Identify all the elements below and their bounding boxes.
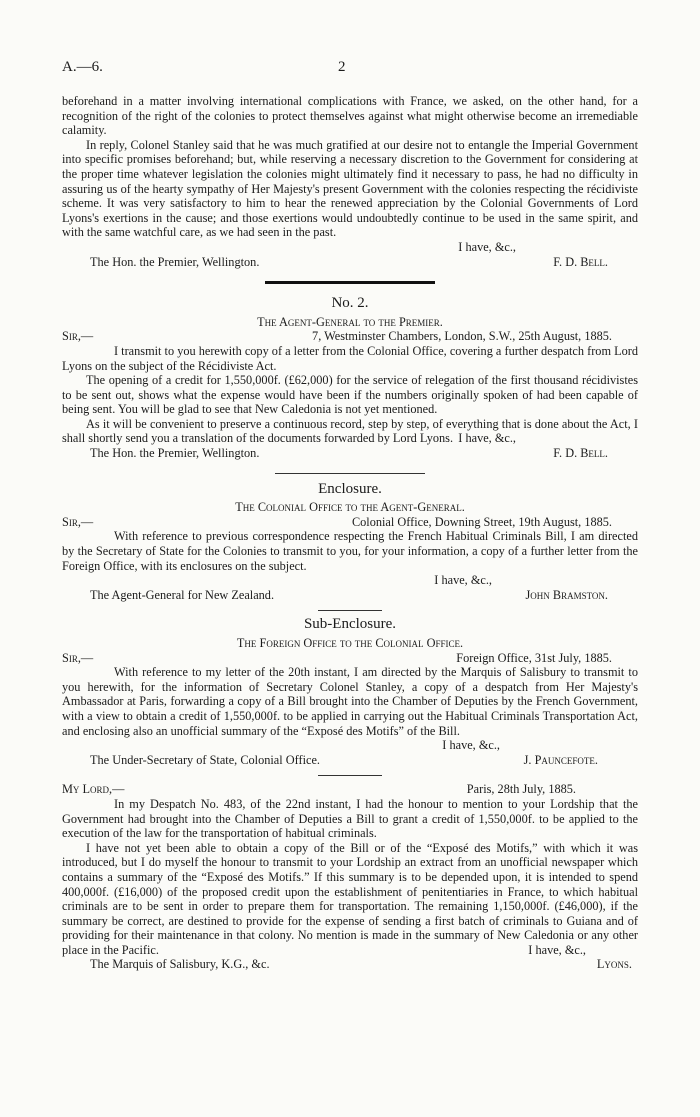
lyons-salutation: My Lord,— [62, 782, 125, 797]
intro-paragraph-2: In reply, Colonel Stanley said that he was much gratified at our desire not to entangle the Imperial Government into specific promises beforehand; but, while reserving a necessary discretion to the Government for considering at the proper time whatever legislation the colonies might ultimately find it necessary to pass, he had no difficulty in assuring us of the hearty sympathy of Her Majesty's present Government with the colonies respecting the récidiviste scheme. It was very satisfactory to him to hear the renewed appreciation by the Colonial Governments of Lord Lyons's exertions in the cause; and those exertions would undoubtedly continue to be used in the same spirit, and with the same watchful care, as we had seen in the past. [62, 137, 638, 240]
enclosure-closing: I have, &c., [434, 573, 492, 588]
intro-sign-row [62, 255, 638, 270]
enclosure-address-date: Colonial Office, Downing Street, 19th August, 1885. [351, 514, 612, 529]
enclosure-salutation: Sir,— [62, 514, 94, 529]
lyons-address-date: Paris, 28th July, 1885. [466, 782, 576, 797]
no2-closing: I have, &c., [458, 431, 516, 446]
enclosure-heading: The Colonial Office to the Agent-General. [235, 500, 465, 515]
enclosure-sign-row [62, 588, 638, 603]
lyons-paragraph-2: I have not yet been able to obtain a copy of the Bill or of the “Exposé des Motifs,” with which it was introduced, but I do myself the honour to transmit to your Lordship an extract from an unofficial newspaper which contains a summary of the “Exposé des Motifs.” If this summary is to be depended upon, it is intended to spend 400,000f. (£16,000) of the proposed credit upon the establishment of penitentiaries in France, to which habitual criminals are to be sent in order to prepare them for transportation. The remaining 1,150,000f. (£46,000), if the summary be correct, are destined to provide for the expense of sending a first batch of criminals to Guiana and of providing for their maintenance in that colony. No mention is made in the summary of New Caledonia or any other place in the Pacific. [62, 840, 638, 957]
lyons-paragraph-1: In my Despatch No. 483, of the 22nd instant, I had the honour to mention to your Lordship that the Government had brought into the Chamber of Deputies a Bill to grant a credit of 1,550,000f. to be applied to the execution of the law for the transportation of habitual criminals. [62, 796, 638, 841]
no2-salutation-row [62, 329, 638, 344]
intro-paragraph-1: beforehand in a matter involving international complications with France, we asked, on the other hand, for a recognition of the right of the colonies to protect themselves against what might otherwise become an irremediable calamity. [62, 94, 638, 138]
subenclosure-paragraph-1: With reference to my letter of the 20th instant, I am directed by the Marquis of Salisbury to transmit to you herewith, for the information of Secretary Colonel Stanley, a copy of a despatch from Her Majesty's Ambassador at Paris, forwarding a copy of a Bill brought into the Chamber of Deputies by the French Government, with a view to obtain a credit of 1,550,000f. to be applied in carrying out the Habitual Criminals Transportation Act, and enclosing also an unofficial summary of the “Exposé des Motifs” of the Bill. [62, 665, 638, 738]
letter-heading: The Agent-General to the Premier. [257, 314, 443, 329]
enclosure-addressee: The Agent-General for New Zealand. [90, 587, 275, 602]
document-reference: A.—6. [62, 59, 103, 75]
section-divider [275, 473, 425, 474]
no2-paragraph-3: As it will be convenient to preserve a continuous record, step by step, of everything that is done about the Act, I shall shortly send you a translation of the documents forwarded by Lord Lyons. [62, 416, 638, 446]
no2-signature: F. D. Bell. [553, 446, 608, 461]
subenclosure-signature: J. Pauncefote. [523, 752, 598, 767]
subenclosure-salutation-row [62, 651, 638, 666]
no2-address-date: 7, Westminster Chambers, London, S.W., 25th August, 1885. [312, 329, 612, 344]
page-number: 2 [338, 59, 346, 75]
no2-paragraph-2: The opening of a credit for 1,550,000f. (£62,000) for the service of relegation of the first thousand récidivistes to be sent out, shows what the expense would have been if the numbers originally spoken of had been capable of being sent. You will be glad to see that New Caledonia is not yet mentioned. [62, 373, 638, 417]
no2-salutation: Sir,— [62, 329, 94, 344]
lyons-closing: I have, &c., [528, 942, 586, 957]
document-body [62, 94, 638, 972]
no2-sign-row [62, 446, 638, 461]
subenclosure-heading: The Foreign Office to the Colonial Office. [236, 636, 464, 650]
lyons-signature: Lyons. [596, 957, 632, 972]
no2-addressee: The Hon. the Premier, Wellington. [90, 446, 260, 461]
lyons-salutation-row [62, 782, 638, 797]
lyons-sign-row [62, 957, 638, 972]
intro-signature: F. D. Bell. [553, 254, 608, 269]
subenclosure-salutation: Sir,— [62, 650, 94, 665]
letter-number-title: No. 2. [331, 295, 369, 312]
enclosure-title: Enclosure. [318, 480, 382, 497]
subenclosure-sign-row [62, 753, 638, 768]
subenclosure-title: Sub-Enclosure. [303, 616, 397, 633]
subenclosure-address-date: Foreign Office, 31st July, 1885. [456, 650, 612, 665]
intro-closing: I have, &c., [458, 239, 516, 254]
section-divider-thick [265, 281, 435, 284]
no2-paragraph-1: I transmit to you herewith copy of a letter from the Colonial Office, covering a further despatch from Lord Lyons on the subject of the Récidiviste Act. [62, 343, 638, 373]
enclosure-salutation-row [62, 515, 638, 530]
subenclosure-closing: I have, &c., [442, 738, 500, 753]
enclosure-paragraph-1: With reference to previous correspondence respecting the French Habitual Criminals Bill, I am directed by the Secretary of State for the Colonies to transmit to you, for your information, a copy of a further letter from the Foreign Office, with its enclosures on the subject. [62, 529, 638, 573]
section-divider-short-2 [318, 775, 382, 776]
intro-addressee: The Hon. the Premier, Wellington. [90, 254, 260, 269]
subenclosure-addressee: The Under-Secretary of State, Colonial Office. [90, 752, 321, 767]
lyons-addressee: The Marquis of Salisbury, K.G., &c. [90, 957, 270, 972]
section-divider-short [318, 610, 382, 611]
enclosure-signature: John Bramston. [525, 587, 608, 602]
